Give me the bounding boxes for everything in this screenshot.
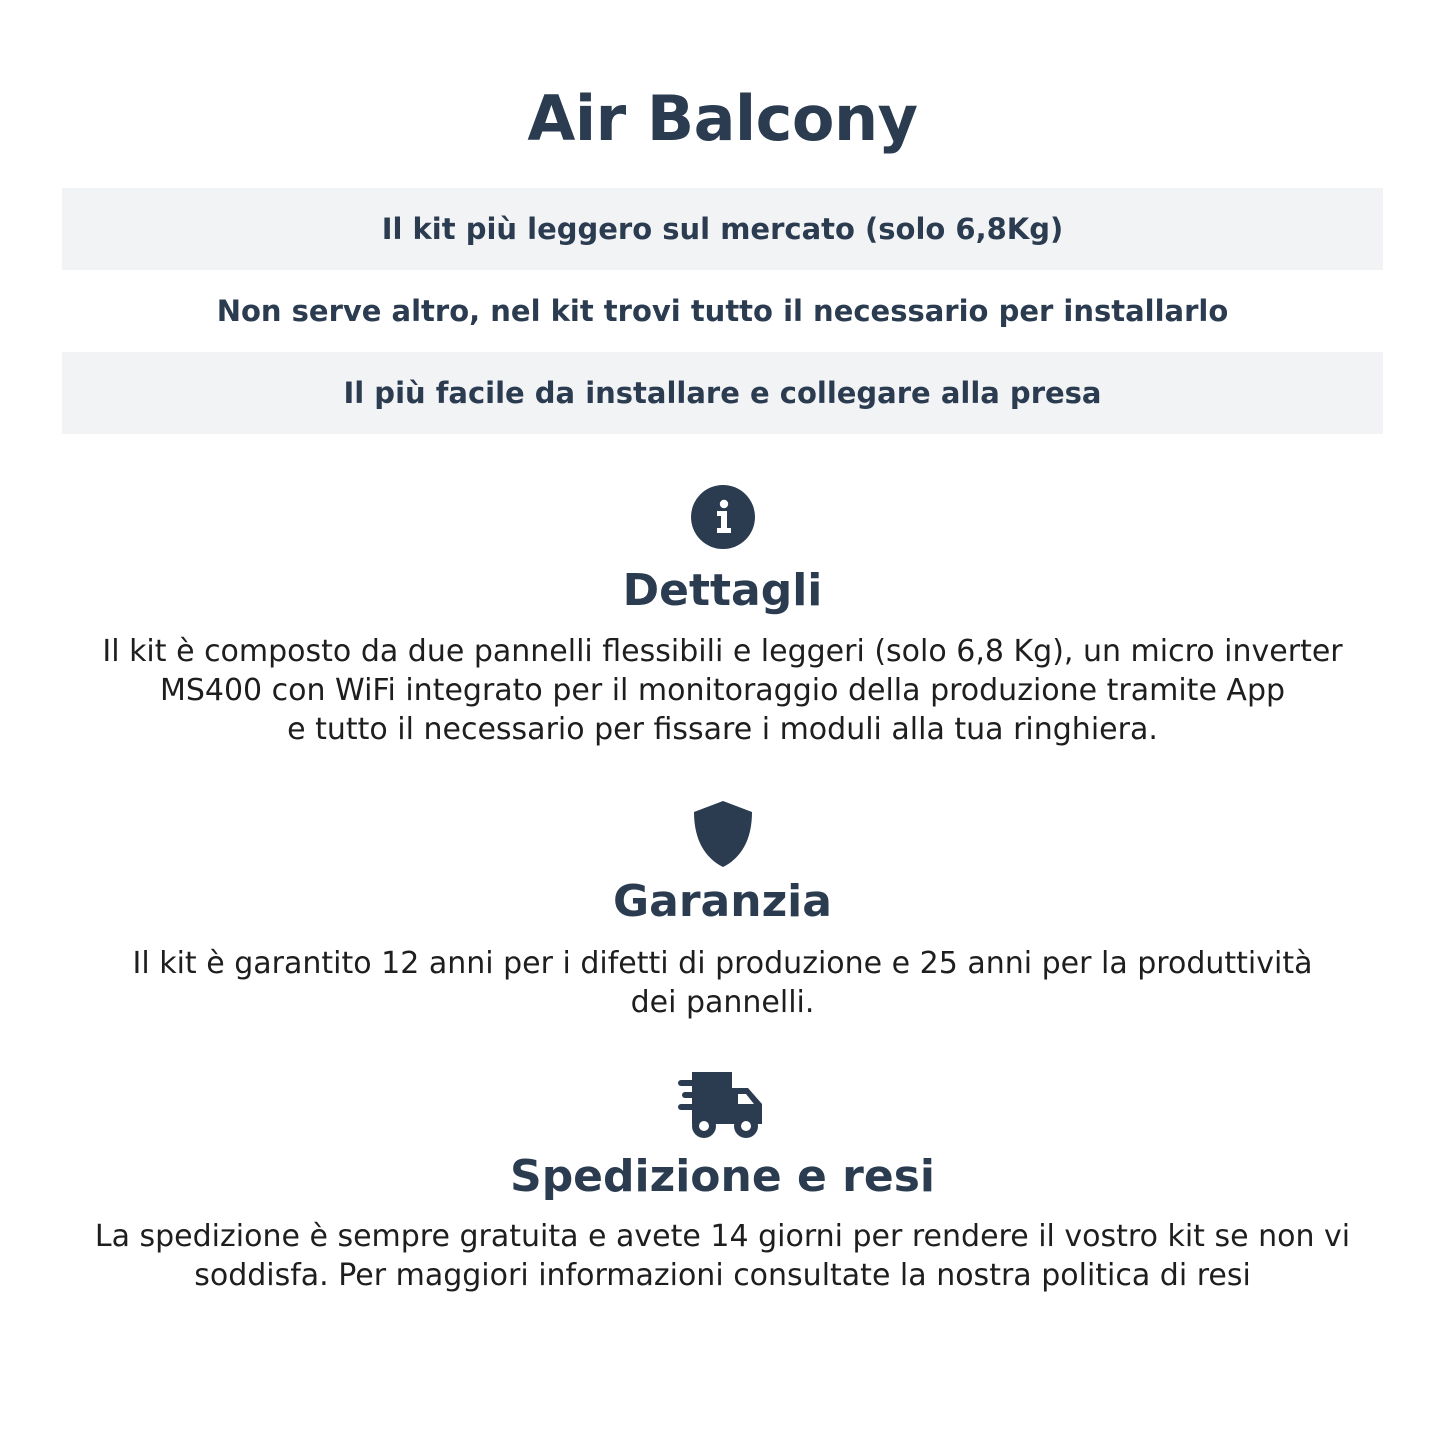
feature-text: Il kit più leggero sul mercato (solo 6,8Kg)	[381, 212, 1064, 246]
info-icon	[0, 484, 1445, 550]
section-body-details	[80, 632, 1365, 749]
body-line: soddisfa. Per maggiori informazioni consultate la nostra politica di resi	[194, 1258, 1251, 1293]
section-heading-shipping: Spedizione e resi	[510, 1151, 935, 1202]
section-heading-warranty: Garanzia	[613, 876, 832, 927]
feature-text: Il più facile da installare e collegare alla presa	[343, 376, 1102, 410]
feature-band-1	[62, 188, 1383, 270]
body-line: La spedizione è sempre gratuita e avete 14 giorni per rendere il vostro kit se non vi	[94, 1219, 1351, 1254]
body-line: dei pannelli.	[630, 985, 815, 1020]
body-line: Il kit è composto da due pannelli flessibili e leggeri (solo 6,8 Kg), un micro inverter	[102, 634, 1343, 669]
fast-truck-icon	[0, 1070, 1445, 1142]
page-title: Air Balcony	[527, 82, 918, 155]
body-line: Il kit è garantito 12 anni per i difetti di produzione e 25 anni per la produttività	[132, 946, 1313, 981]
body-line: e tutto il necessario per fissare i moduli alla tua ringhiera.	[287, 712, 1158, 747]
feature-text: Non serve altro, nel kit trovi tutto il necessario per installarlo	[216, 294, 1229, 328]
body-line: MS400 con WiFi integrato per il monitoraggio della produzione tramite App	[159, 673, 1286, 708]
section-body-warranty	[80, 944, 1365, 1022]
section-heading-details: Dettagli	[622, 565, 823, 616]
feature-band-2	[62, 270, 1383, 352]
shield-icon	[0, 800, 1445, 868]
feature-band-3	[62, 352, 1383, 434]
section-body-shipping	[80, 1217, 1365, 1295]
